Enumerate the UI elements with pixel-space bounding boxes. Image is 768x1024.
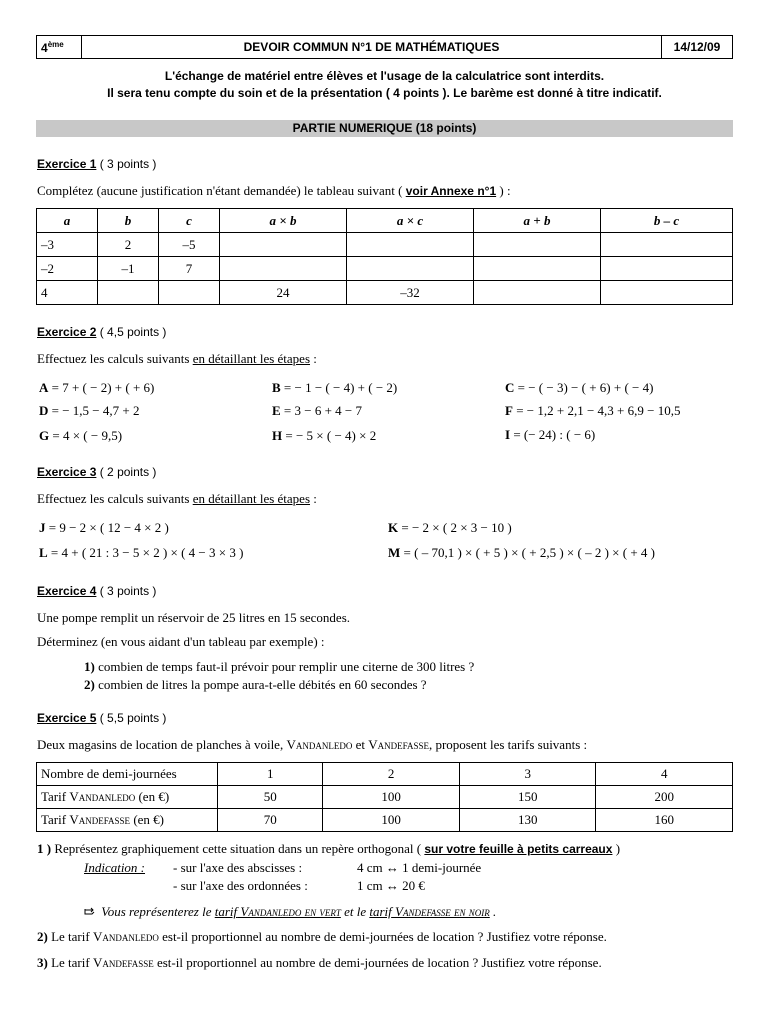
table-header: a × b	[220, 209, 347, 233]
ex5-table	[36, 762, 733, 832]
table-header: a × c	[347, 209, 474, 233]
calc-l: L = 4 + ( 21 : 3 − 5 × 2 ) × ( 4 − 3 × 3 )	[39, 545, 244, 560]
ex5-colour-note: Vous représenterez le tarif Vandanledo en vert et le tarif Vandefasse en noir .	[84, 904, 496, 920]
table-cell: –1	[98, 257, 159, 281]
calc-m: M = ( – 70,1 ) × ( + 5 ) × ( + 2,5 ) × ( – 2 ) × ( + 4 )	[388, 545, 655, 560]
table-cell: 24	[220, 281, 347, 305]
table-cell: 150	[459, 786, 596, 809]
ex4-statement: Une pompe remplit un réservoir de 25 litres en 15 secondes.	[37, 610, 350, 625]
calc-h: H = − 5 × ( − 4) × 2	[272, 428, 377, 443]
ex4-title: Exercice 4 ( 3 points )	[37, 584, 157, 598]
indication-x-axis: - sur l'axe des abscisses :	[173, 860, 303, 875]
table-cell: 100	[323, 786, 460, 809]
ex5-intro: Deux magasins de location de planches à voile, Vandanledo et Vandefasse, proposent les tarifs suivants :	[37, 737, 588, 752]
table-cell	[601, 281, 733, 305]
table-row	[37, 281, 733, 305]
table-header-row	[37, 209, 733, 233]
pointing-hand-icon	[84, 904, 98, 920]
table-header: b – c	[601, 209, 733, 233]
exam-title: DEVOIR COMMUN N°1 DE MATHÉMATIQUES	[82, 36, 662, 59]
indication-label: Indication :	[84, 860, 146, 875]
table-row-label: Nombre de demi-journées	[37, 763, 218, 786]
calc-g: G = 4 × ( − 9,5)	[39, 428, 123, 443]
header-table	[36, 35, 733, 59]
ex1-table	[36, 208, 733, 305]
table-cell: –32	[347, 281, 474, 305]
table-cell: 50	[218, 786, 323, 809]
ex4-instruction: Déterminez (en vous aidant d'un tableau par exemple) :	[37, 634, 325, 649]
table-cell: 3	[459, 763, 596, 786]
ex1-title: Exercice 1 ( 3 points )	[37, 157, 157, 171]
table-row-label: Tarif Vandefasse (en €)	[37, 809, 218, 832]
table-cell	[601, 233, 733, 257]
table-cell: 7	[159, 257, 220, 281]
calc-b: B = − 1 − ( − 4) + ( − 2)	[272, 380, 398, 395]
ex3-title: Exercice 3 ( 2 points )	[37, 465, 157, 479]
indication-y-scale: 1 cm ↔ 20 €	[357, 878, 425, 893]
calc-j: J = 9 − 2 × ( 12 − 4 × 2 )	[39, 520, 169, 535]
ex5-question-2: 2) Le tarif Vandanledo est-il proportionnel au nombre de demi-journées de location ? Justifiez votre réponse.	[37, 929, 607, 944]
table-row	[37, 233, 733, 257]
calc-e: E = 3 − 6 + 4 − 7	[272, 403, 362, 418]
table-row	[37, 809, 733, 832]
indication-x-scale: 4 cm ↔ 1 demi-journée	[357, 860, 482, 875]
table-cell: 70	[218, 809, 323, 832]
table-cell: 100	[323, 809, 460, 832]
exam-date: 14/12/09	[662, 36, 733, 59]
section-heading: PARTIE NUMERIQUE (18 points)	[36, 120, 733, 137]
table-cell: –3	[37, 233, 98, 257]
table-cell	[159, 281, 220, 305]
table-row	[37, 786, 733, 809]
table-row	[37, 257, 733, 281]
table-cell	[474, 233, 601, 257]
exam-rules: L'échange de matériel entre élèves et l'usage de la calculatrice sont interdits. Il sera tenu compte du soin et de la présentation ( 4 points ). Le barème est donné à titre indicatif.	[107, 69, 662, 100]
ex5-question-3: 3) Le tarif Vandefasse est-il proportionnel au nombre de demi-journées de location ? Justifiez votre réponse.	[37, 955, 602, 970]
table-cell	[474, 257, 601, 281]
ex5-title: Exercice 5 ( 5,5 points )	[37, 711, 167, 725]
table-cell: 4	[596, 763, 733, 786]
ex3-instruction: Effectuez les calculs suivants en détaillant les étapes :	[37, 491, 317, 506]
calc-f: F = − 1,2 + 2,1 − 4,3 + 6,9 − 10,5	[505, 403, 681, 418]
table-cell: 1	[218, 763, 323, 786]
table-cell	[220, 233, 347, 257]
table-cell: 130	[459, 809, 596, 832]
ex1-instruction: Complétez (aucune justification n'étant demandée) le tableau suivant ( voir Annexe n°1 ) :	[37, 183, 511, 198]
table-row-label: Tarif Vandanledo (en €)	[37, 786, 218, 809]
calc-a: A = 7 + ( − 2) + ( + 6)	[39, 380, 155, 395]
class-level: 4ème	[37, 36, 82, 59]
table-cell: –2	[37, 257, 98, 281]
calc-i: I = (− 24) : ( − 6)	[505, 427, 596, 442]
calc-d: D = − 1,5 − 4,7 + 2	[39, 403, 140, 418]
ex4-question-2: 2) combien de litres la pompe aura-t-elle débités en 60 secondes ?	[84, 677, 427, 692]
ex5-question-1: 1 ) Représentez graphiquement cette situation dans un repère orthogonal ( sur votre feuille à petits carreaux )	[37, 841, 621, 856]
table-cell: 2	[98, 233, 159, 257]
ex2-title: Exercice 2 ( 4,5 points )	[37, 325, 167, 339]
table-cell	[220, 257, 347, 281]
table-row	[37, 763, 733, 786]
ex4-question-1: 1) combien de temps faut-il prévoir pour remplir une citerne de 300 litres ?	[84, 659, 475, 674]
table-header: a + b	[474, 209, 601, 233]
table-cell: 4	[37, 281, 98, 305]
table-cell: –5	[159, 233, 220, 257]
table-cell	[347, 257, 474, 281]
table-cell	[601, 257, 733, 281]
calc-k: K = − 2 × ( 2 × 3 − 10 )	[388, 520, 512, 535]
table-cell	[98, 281, 159, 305]
calc-c: C = − ( − 3) − ( + 6) + ( − 4)	[505, 380, 654, 395]
table-cell	[474, 281, 601, 305]
table-header: a	[37, 209, 98, 233]
table-cell: 2	[323, 763, 460, 786]
table-cell: 200	[596, 786, 733, 809]
ex2-instruction: Effectuez les calculs suivants en détaillant les étapes :	[37, 351, 317, 366]
table-cell: 160	[596, 809, 733, 832]
indication-y-axis: - sur l'axe des ordonnées :	[173, 878, 308, 893]
table-header: c	[159, 209, 220, 233]
table-header: b	[98, 209, 159, 233]
table-cell	[347, 233, 474, 257]
